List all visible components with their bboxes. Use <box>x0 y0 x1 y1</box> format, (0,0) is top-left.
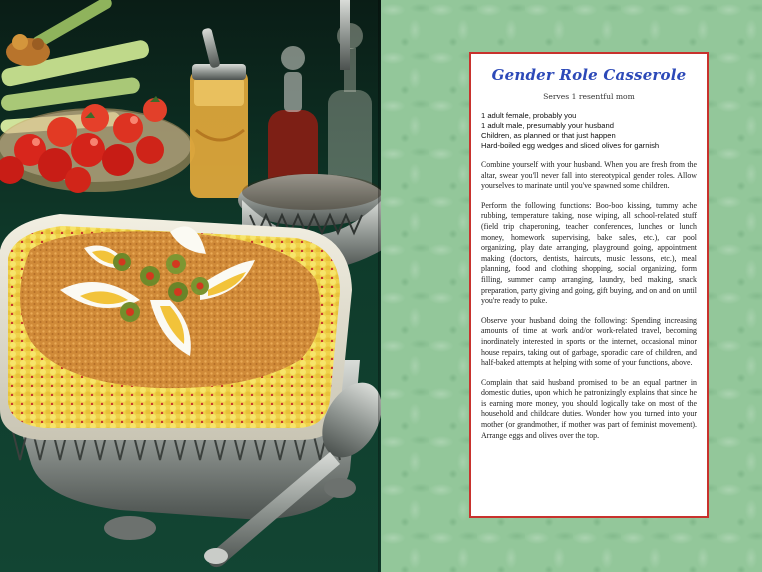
recipe-title: Gender Role Casserole <box>491 66 687 84</box>
ingredient-item: 1 adult female, probably you <box>481 111 577 120</box>
ingredient-list <box>481 111 697 151</box>
ingredient-item: 1 adult male, presumably your husband <box>481 121 614 130</box>
ingredient-item: Hard-boiled egg wedges and sliced olives for garnish <box>481 141 660 150</box>
recipe-step: Complain that said husband promised to be an equal partner in domestic duties, upon which he patronizingly explains that since he is earning more money, you should logically take on most of the household and childcare duties. Wonder how you turned into your mother (or grandmother, if mother was part of feminist movement). Arrange eggs and olives over the top. <box>481 377 697 440</box>
recipe-page <box>381 0 762 572</box>
recipe-serves: Serves 1 resentful mom <box>543 92 635 101</box>
ingredient-item: Children, as planned or that just happen <box>481 131 616 140</box>
recipe-step: Observe your husband doing the following: Spending increasing amounts of time at work and/or work-related travel, becoming inordinately interested in sports or the internet, occasional minor house repairs, taking out of garbage, sporadic care of children, and half-baked attempts at helping with some of your functions, above. <box>481 315 697 368</box>
recipe-step: Perform the following functions: Boo-boo kissing, tummy ache rubbing, temperature taking, nose wiping, all school-related stuff (field trip chaperoning, teacher conferences, lunches or lunch money, homework supervising, bake sales, etc.), car pool organizing, play date arranging, playground going, appointment making (doctors, dentists, haircuts, music lessons, etc.), meal planning, food and clothing shopping, social organizing, form filling, summer camp arranging, laundry, bed making, snack preparation, party giving and going, gift buying, and on and on until you're ready to puke. <box>481 200 697 306</box>
recipe-card <box>469 52 709 518</box>
recipe-step: Combine yourself with your husband. When you are fresh from the altar, swear you'll never fall into stereotypical gender roles. Allow yourselves to marinate until you've spawned some children. <box>481 160 697 191</box>
